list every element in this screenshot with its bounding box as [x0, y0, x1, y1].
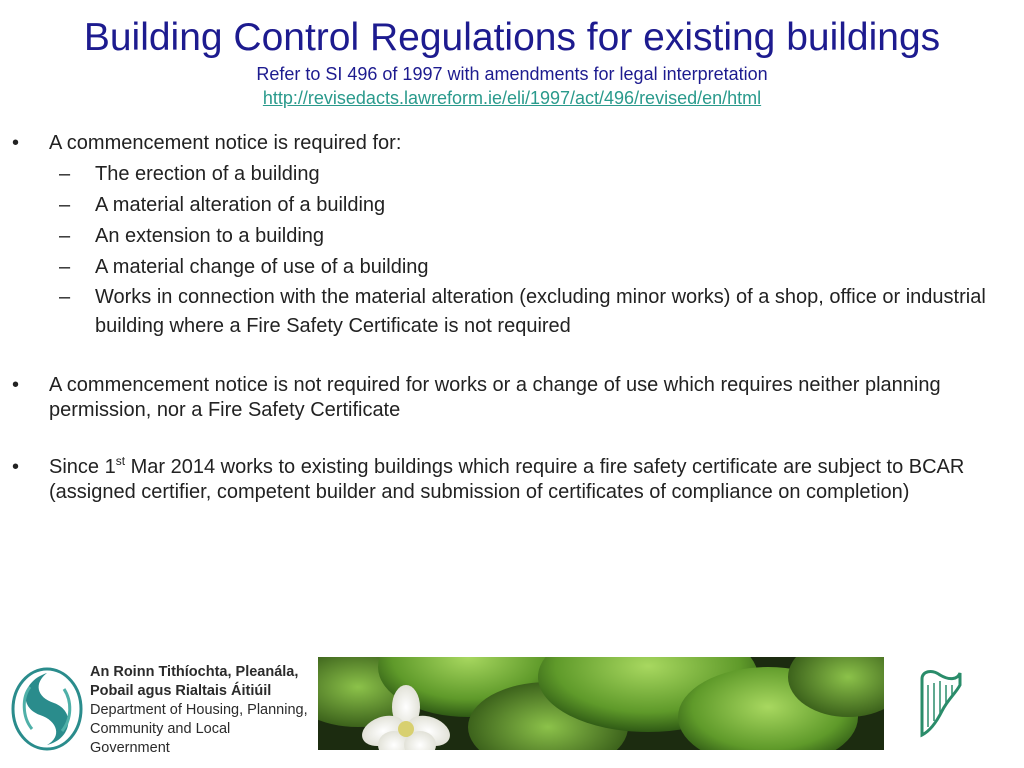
spacer	[0, 341, 1024, 373]
bullet-marker: •	[12, 374, 20, 396]
sub-marker: –	[59, 225, 71, 247]
sub-item	[0, 252, 1024, 283]
sub-marker: –	[59, 163, 71, 185]
sub-item	[0, 190, 1024, 221]
sub-item-text: Works in connection with the material alteration (excluding minor works) of a shop, office or industrial building where a Fire Safety Certificate is not required	[95, 286, 986, 337]
bullet-commencement-required	[0, 128, 1024, 159]
department-logo	[6, 657, 312, 758]
shamrock-flower-photo	[318, 657, 884, 750]
sub-marker: –	[59, 194, 71, 216]
sub-marker: –	[59, 286, 71, 308]
bullet-text: A commencement notice is required for:	[49, 132, 402, 154]
department-name-english-line: Department of Housing, Planning,	[90, 702, 308, 718]
sub-item	[0, 283, 1024, 341]
slide-title: Building Control Regulations for existing buildings	[83, 16, 941, 59]
sub-item-text: A material change of use of a building	[95, 256, 429, 278]
bullet-text-end: Mar 2014 works to existing buildings which require a fire safety certificate are subject to BCAR (assigned certifier, competent builder and submission of certificates of compliance on completion)	[49, 456, 965, 503]
sub-item	[0, 159, 1024, 190]
sub-marker: –	[59, 256, 71, 278]
ordinal-suffix: st	[115, 454, 126, 468]
harp-emblem-icon	[912, 665, 968, 745]
bullet-text-start: Since 1	[49, 456, 116, 478]
department-name-irish-line: Pobail agus Rialtais Áitiúil	[90, 683, 272, 699]
bullet-commencement-not-required	[0, 373, 1024, 423]
reference-link[interactable]: http://revisedacts.lawreform.ie/eli/1997/act/496/revised/en/html	[262, 88, 762, 108]
bullet-marker: •	[12, 132, 20, 154]
bullet-marker: •	[12, 456, 20, 478]
slide-body	[0, 128, 1024, 505]
bullet-bcar	[0, 455, 1024, 505]
sub-item-text: A material alteration of a building	[95, 194, 386, 216]
sub-item-text: An extension to a building	[95, 225, 325, 247]
reference-link-container	[0, 87, 1024, 109]
department-emblem-icon	[10, 667, 84, 751]
slide-subtitle: Refer to SI 496 of 1997 with amendments for legal interpretation	[256, 64, 768, 84]
sub-item-text: The erection of a building	[95, 163, 320, 185]
bullet-text: A commencement notice is not required for works or a change of use which requires neither planning permission, nor a Fire Safety Certificate	[49, 374, 941, 421]
department-name	[90, 663, 312, 758]
spacer	[0, 423, 1024, 455]
department-name-english-line: Community and Local Government	[90, 721, 231, 756]
footer-banner	[0, 657, 1024, 758]
sub-item	[0, 221, 1024, 252]
department-name-irish-line: An Roinn Tithíochta, Pleanála,	[90, 664, 299, 680]
